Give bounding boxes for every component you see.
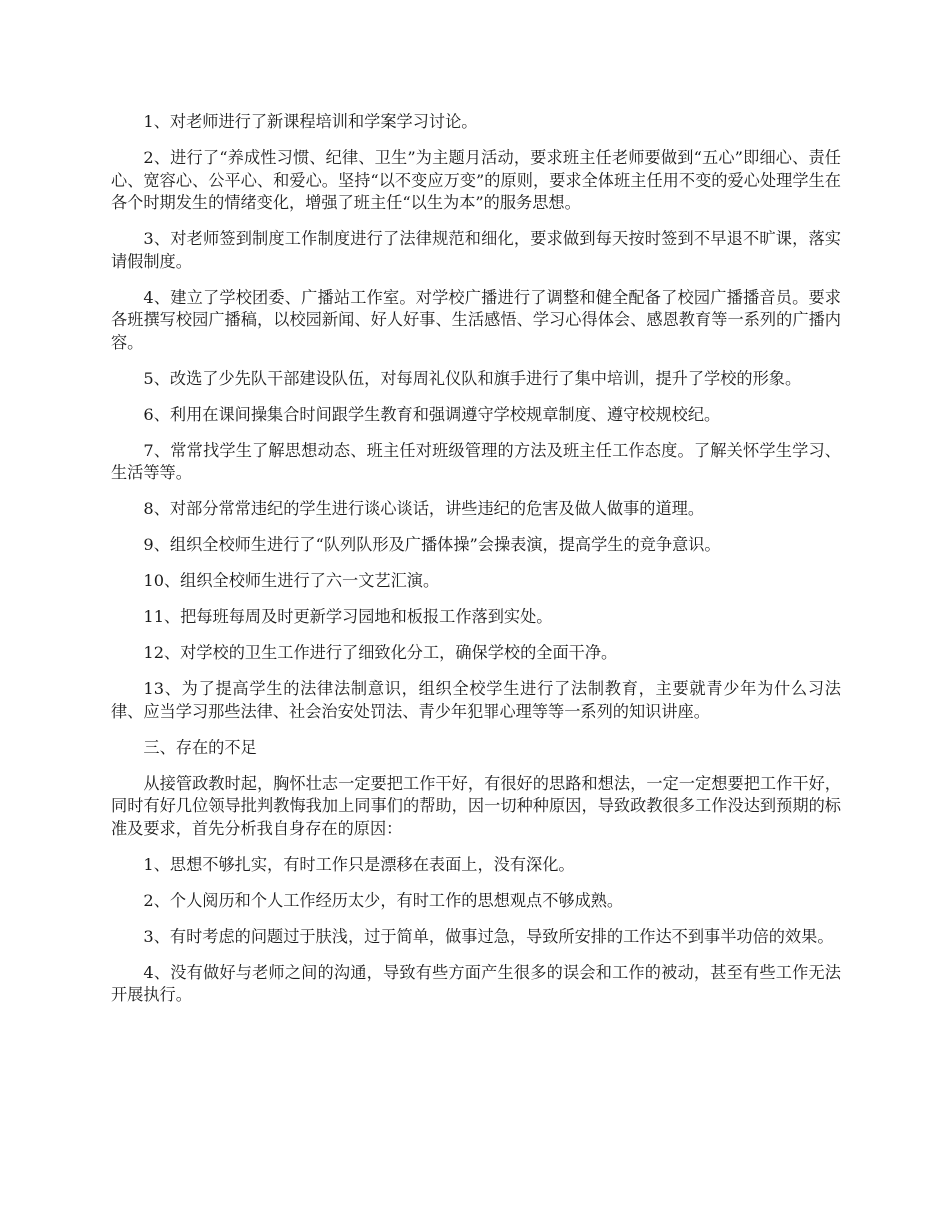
shortcoming-item-4: 4、没有做好与老师之间的沟通，导致有些方面产生很多的误会和工作的被动，甚至有些工作无法开展执行。	[111, 962, 841, 1004]
shortcoming-item-1: 1、思想不够扎实，有时工作只是漂移在表面上，没有深化。	[143, 854, 575, 874]
paragraph-12: 12、对学校的卫生工作进行了细致化分工，确保学校的全面干净。	[143, 643, 618, 662]
shortcoming-item-2: 2、个人阅历和个人工作经历太少，有时工作的思想观点不够成熟。	[143, 890, 624, 910]
paragraph-7: 7、常常找学生了解思想动态、班主任对班级管理的方法及班主任工作态度。了解关怀学生学习、生活等等。	[111, 440, 841, 482]
paragraph-5: 5、改选了少先队干部建设队伍，对每周礼仪队和旗手进行了集中培训，提升了学校的形象。	[143, 368, 802, 388]
section-heading-shortcomings: 三、存在的不足	[143, 737, 257, 757]
paragraph-4: 4、建立了学校团委、广播站工作室。对学校广播进行了调整和健全配备了校园广播播音员。要求各班撰写校园广播稿，以校园新闻、好人好事、生活感悟、学习心得体会、感恩教育等一系列的广播内容。	[111, 287, 841, 352]
paragraph-11: 11、把每班每周及时更新学习园地和板报工作落到实处。	[143, 607, 553, 626]
paragraph-3: 3、对老师签到制度工作制度进行了法律规范和细化，要求做到每天按时签到不早退不旷课，落实请假制度。	[111, 229, 841, 271]
shortcoming-item-3: 3、有时考虑的问题过于肤浅，过于简单，做事过急，导致所安排的工作达不到事半功倍的效果。	[143, 926, 834, 946]
paragraph-8: 8、对部分常常违纪的学生进行谈心谈话，讲些违纪的危害及做人做事的道理。	[143, 499, 705, 518]
paragraph-6: 6、利用在课间操集合时间跟学生教育和强调遵守学校规章制度、遵守校规校纪。	[143, 404, 721, 424]
document-page	[111, 111, 841, 1020]
paragraph-10: 10、组织全校师生进行了六一文艺汇演。	[143, 571, 440, 590]
paragraph-1: 1、对老师进行了新课程培训和学案学习讨论。	[143, 112, 478, 131]
paragraph-intro-shortcomings: 从接管政教时起，胸怀壮志一定要把工作干好，有很好的思路和想法，一定一定想要把工作干好，同时有好几位领导批判教悔我加上同事们的帮助，因一切种种原因，导致政教很多工作没达到预期的标准及要求，首先分析我自身存在的原因：	[111, 773, 841, 838]
paragraph-9: 9、组织全校师生进行了“队列队形及广播体操”会操表演，提高学生的竞争意识。	[143, 535, 721, 554]
paragraph-13: 13、为了提高学生的法律法制意识，组织全校学生进行了法制教育，主要就青少年为什么习法律、应当学习那些法律、社会治安处罚法、青少年犯罪心理等等一系列的知识讲座。	[111, 679, 841, 721]
paragraph-2: 2、进行了“养成性习惯、纪律、卫生”为主题月活动，要求班主任老师要做到“五心”即细心、责任心、宽容心、公平心、和爱心。坚持“以不变应万变”的原则，要求全体班主任用不变的爱心处理学生在各个时期发生的情绪变化，增强了班主任“以生为本”的服务思想。	[111, 148, 841, 212]
